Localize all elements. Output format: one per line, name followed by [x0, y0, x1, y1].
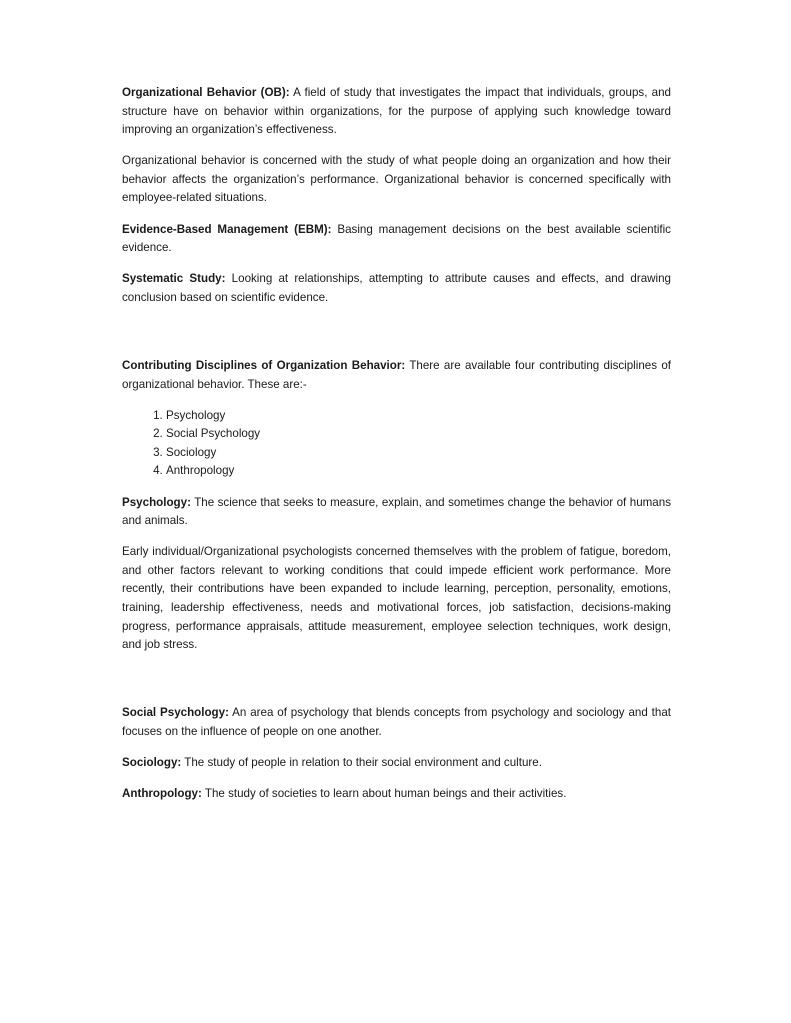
- definition-text: The science that seeks to measure, explain, and sometimes change the behavior of humans and animals.: [122, 495, 671, 528]
- paragraph-psychology-note: Early individual/Organizational psychologists concerned themselves with the problem of fatigue, boredom, and other factors relevant to working conditions that could impede efficient work performance. More recently, their contributions have been expanded to include learning, perception, personality, emotions, training, leadership effectiveness, needs and motivational forces, job satisfaction, decisions-making progress, performance appraisals, attitude measurement, employee selection techniques, work design, and job stress.: [122, 545, 671, 652]
- definition-psychology: [122, 494, 671, 531]
- definition-term: Contributing Disciplines of Organization Behavior:: [122, 358, 406, 372]
- definition-text: Basing management decisions on the best available scientific evidence.: [122, 222, 671, 255]
- definition-term: Systematic Study:: [122, 272, 226, 286]
- definition-term: Psychology:: [122, 495, 191, 509]
- definition-term: Evidence-Based Management (EBM):: [122, 222, 332, 236]
- definition-anthropology: [122, 785, 671, 804]
- document-page: [122, 84, 671, 816]
- definition-sociology: [122, 754, 671, 773]
- definition-term: Anthropology:: [122, 787, 202, 801]
- definition-term: Organizational Behavior (OB):: [122, 86, 290, 99]
- definition-text: The study of societies to learn about human beings and their activities.: [201, 787, 567, 801]
- section-spacer: [122, 667, 671, 704]
- definition-text: Looking at relationships, attempting to attribute causes and effects, and drawing conclusion based on scientific evidence.: [122, 272, 671, 304]
- definition-text: There are available four contributing disciplines of organizational behavior. These are:-: [122, 358, 671, 391]
- list-item: 1. Psychology: [166, 407, 671, 426]
- list-item: 2. Social Psychology: [166, 425, 671, 444]
- definition-contributing-disciplines: [122, 357, 671, 394]
- definition-ob: [122, 84, 671, 140]
- definition-social-psychology: [122, 704, 671, 741]
- definition-term: Sociology:: [122, 755, 182, 769]
- section-spacer: [122, 320, 671, 357]
- definition-systematic-study: [122, 270, 671, 307]
- definition-ebm: [122, 221, 671, 258]
- paragraph-ob-note: Organizational behavior is concerned with the study of what people doing an organization and how their behavior affects the organization’s performance. Organizational behavior is concerned specifically with employee-related situations.: [122, 154, 671, 205]
- list-item: 3. Sociology: [166, 444, 671, 463]
- definition-text: An area of psychology that blends concepts from psychology and sociology and that focuses on the influence of people on one another.: [122, 706, 671, 738]
- definition-term: Social Psychology:: [122, 706, 229, 720]
- list-item: 4. Anthropology: [166, 462, 671, 481]
- disciplines-list: [122, 407, 671, 481]
- definition-text: The study of people in relation to their social environment and culture.: [181, 755, 542, 769]
- definition-text: A field of study that investigates the impact that individuals, groups, and structure have on behavior within organizations, for the purpose of applying such knowledge toward improving an organization’s effectiveness.: [122, 86, 671, 137]
